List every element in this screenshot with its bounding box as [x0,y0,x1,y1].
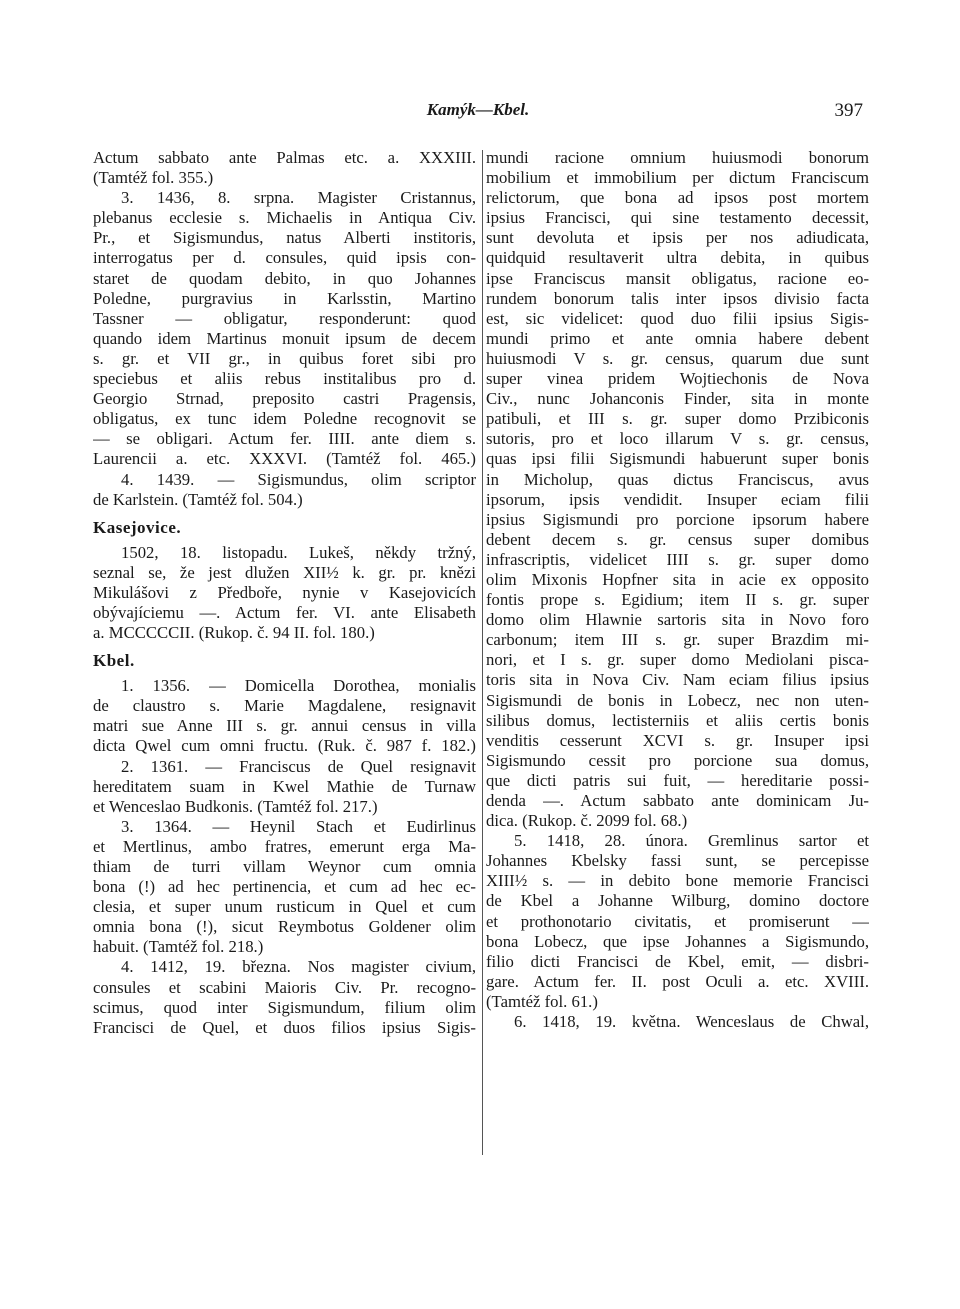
text-line: Sigismundi de bonis in Lobecz, nec non uten- [486,690,869,710]
text-line: clesia, et super unum rusticum in Quel et cum [93,897,476,917]
text-line: de Karlstein. (Tamtéž fol. 504.) [93,489,303,509]
text-line: speciebus et aliis rebus institalibus pro d. [93,369,476,389]
text-line: bona Lobecz, que ipse Johannes a Sigismundo, [486,931,869,951]
text-line: quas ipsi filii Sigismundi habuerunt super bonis [486,449,869,469]
text-line: Civ., nunc Johanconis Finder, sita in monte [486,389,869,409]
text-line: scimus, quod inter Sigismundum, filium olim [93,997,476,1017]
entry-first-line: 2. 1361. — Franciscus de Quel resignavit [121,756,476,776]
right-column [486,148,869,1032]
page-number: 397 [834,100,863,121]
text-line: XIII½ s. — in debito bone memorie Francisci [486,871,869,891]
text-line: Laurencii a. etc. XXXVI. (Tamtéž fol. 465.) [93,449,476,469]
column-divider [482,150,483,1155]
text-line: nori, et I s. gr. super domo Mediolani pisca- [486,650,869,670]
text-line: super vinea pridem Wojtiechonis de Nova [486,369,869,389]
text-line: hereditatem suam in Kwel Mathie de Turnaw [93,776,476,796]
text-line: toris sita in Nova Civ. Nam eciam filius ipsius [486,670,869,690]
text-line: mundi racione omnium huiusmodi bonorum [486,148,869,167]
text-line: fontis prope s. Egidium; item II s. gr. super [486,590,869,610]
text-line: thiam de turri villam Weynor cum omnia [93,857,476,876]
entry-first-line: 6. 1418, 19. května. Wenceslaus de Chwal, [514,1012,869,1032]
text-line: de Kbel a Johanne Wilburg, domino doctore [486,891,869,911]
entry-first-line: 5. 1418, 28. února. Gremlinus sartor et [514,831,869,851]
entry-first-line: 3. 1364. — Heynil Stach et Eudirlinus [121,816,476,836]
text-line: mobilium et immobilium per dictum Franciscum [486,168,869,188]
text-line: que dicti patris sui fuit, — hereditarie possi- [486,770,869,790]
text-line: mundi primo et ante omnia habere debent [486,328,869,348]
entry-first-line: 1502, 18. listopadu. Lukeš, někdy tržný, [121,542,476,562]
text-line: silibus domus, lectisterniis et aliis certis bonis [486,710,869,730]
text-line: Pr., et Sigismundus, natus Alberti institoris, [93,228,476,248]
text-line: ipse Franciscus mansit obligatus, racione eo- [486,268,869,288]
text-line: ipsorum, ipsis vendidit. Insuper eciam filii [486,489,869,509]
text-line: dicta Qwel cum omni fructu. (Ruk. č. 987 f. 182.) [93,736,476,756]
text-line: Tassner — obligatur, responderunt: quod [93,308,476,328]
entry-first-line: 4. 1412, 19. března. Nos magister civium, [121,957,476,977]
text-line: consules et scabini Maioris Civ. Pr. recogno- [93,977,476,997]
text-line: debent decem s. gr. census super domibus [486,529,869,549]
text-line: domo olim Hlawnie sartoris sita in Novo foro [486,610,869,630]
text-line: — se obligari. Actum fer. IIII. ante diem s. [93,429,476,449]
text-line: a. MCCCCCII. (Rukop. č. 94 II. fol. 180.) [93,623,375,643]
text-line: Johannes Kbelsky fassi sunt, se percepisse [486,851,869,871]
text-line: carbonum; item III s. gr. super Brazdim mi- [486,630,869,650]
text-line: infrascriptis, videlicet IIII s. gr. super domo [486,549,869,569]
text-line: (Tamtéž fol. 61.) [486,991,598,1011]
text-line: sunt devoluta et ipsis per nos adiudicata, [486,228,869,248]
text-line: sutoris, pro et loco illarum V s. gr. census, [486,429,869,449]
text-line: in Micholup, quas dictus Franciscus, avus [486,469,869,489]
text-line: dica. (Rukop. č. 2099 fol. 68.) [486,811,688,831]
text-line: patibuli, et III s. gr. super domo Przibiconis [486,409,869,429]
text-line: Mikulášovi z Předboře, nynie v Kasejovicích [93,582,476,602]
text-line: habuit. (Tamtéž fol. 218.) [93,937,264,957]
text-line: interrogatus per d. consules, quid ipsis con- [93,248,476,268]
text-line: rundem bonorum talis inter ipsos divisio facta [486,288,869,308]
text-line: obligatus, ex tunc idem Poledne recognovit se [93,409,476,429]
text-line: Poledne, purgravius in Karlsstin, Martino [93,288,476,308]
section-heading: Kasejovice. [93,517,182,537]
text-line: (Tamtéž fol. 355.) [93,168,214,188]
text-line: matri sue Anne III s. gr. annui census in villa [93,716,476,736]
text-line: obývajíciemu —. Actum fer. VI. ante Elisabeth [93,602,476,622]
text-line: olim Mixonis Hopfner sita in acie ex opposito [486,569,869,589]
text-line: Sigismundo cessit pro porcione sua domus, [486,750,869,770]
text-line: de claustro s. Marie Magdalene, resignavit [93,696,476,716]
entry-first-line: 1. 1356. — Domicella Dorothea, monialis [121,676,476,696]
text-line: venditis cesserunt XCVI s. gr. Insuper ipsi [486,730,869,750]
text-line: est, sic videlicet: quod duo filii ipsius Sigis- [486,308,869,328]
text-line: et prothonotario civitatis, et promiserunt — [486,911,869,931]
text-line: ipsius Sigismundi pro porcione ipsorum habere [486,509,869,529]
text-line: seznal se, že jest dlužen XII½ k. gr. pr. knězi [93,562,476,582]
running-title: Kamýk—Kbel. [426,100,530,119]
entry-first-line: 4. 1439. — Sigismundus, olim scriptor [121,469,476,489]
text-line: staret de quodam debito, in quo Johannes [93,268,476,288]
text-line: denda —. Actum sabbato ante dominicam Ju- [486,791,869,810]
entry-first-line: 3. 1436, 8. srpna. Magister Cristannus, [121,188,476,208]
text-line: relictorum, que bona ad ipsos post mortem [486,188,869,208]
text-line: Georgio Strnad, preposito castri Pragensis, [93,389,476,409]
left-column [93,148,476,1038]
text-line: filio dicti Francisci de Kbel, emit, — disbri- [486,951,869,971]
section-heading: Kbel. [93,651,135,671]
text-line: quidquid resultaverit ultra debita, in quibus [486,248,869,268]
text-line: ipsius Francisci, qui sine testamento decessit, [486,208,869,228]
text-line: quando idem Martinus monuit ipsum de decem [93,328,476,348]
text-line: gare. Actum fer. II. post Oculi a. etc. XVIII. [486,971,869,991]
text-line: s. gr. et VII gr., in quibus foret sibi pro [93,348,476,368]
text-line: et Mertlinus, ambo fratres, emerunt erga Ma- [93,836,476,856]
text-line: huiusmodi V s. gr. census, quarum due sunt [486,348,869,368]
text-line: omnia bona (!), sicut Reymbotus Goldener olim [93,917,476,937]
text-line: bona (!) ad hec pertinencia, et cum ad hec ec- [93,877,476,897]
text-line: plebanus ecclesie s. Michaelis in Antiqua Civ. [93,208,476,228]
page-header [93,100,863,130]
text-line: Actum sabbato ante Palmas etc. a. XXXIII. [93,148,476,167]
text-line: et Wenceslao Budkonis. (Tamtéž fol. 217.) [93,796,378,816]
text-line: Francisci de Quel, et duos filios ipsius Sigis- [93,1017,476,1037]
